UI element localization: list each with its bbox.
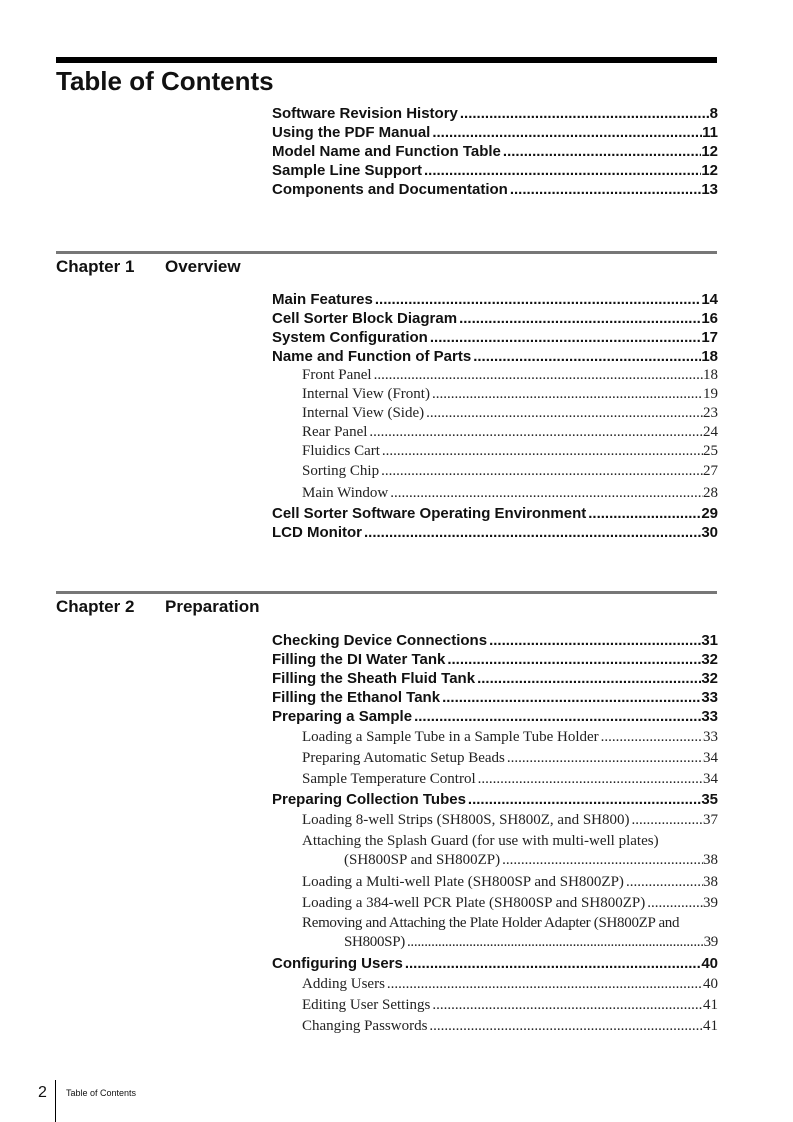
toc-chapter-1 <box>272 290 718 542</box>
leader-dots <box>412 707 701 726</box>
toc-entry-title-line1: Removing and Attaching the Plate Holder Adapter (SH800ZP and <box>302 915 680 931</box>
leader-dots <box>586 504 701 523</box>
toc-entry-page: 35 <box>701 791 718 808</box>
toc-entry-title: Cell Sorter Software Operating Environment <box>272 505 587 522</box>
toc-entry[interactable] <box>272 523 718 542</box>
toc-entry-page: 19 <box>703 386 718 402</box>
toc-front-matter <box>272 104 718 199</box>
toc-entry-title: Filling the Ethanol Tank <box>272 689 441 706</box>
leader-dots <box>362 523 701 542</box>
leader-dots <box>624 872 703 893</box>
chapter-rule <box>56 591 717 594</box>
toc-entry-page: 27 <box>703 463 718 479</box>
leader-dots <box>501 142 701 161</box>
leader-dots <box>458 104 710 123</box>
chapter-name: Overview <box>165 257 241 276</box>
toc-subentry[interactable] <box>302 893 718 914</box>
toc-entry-page: 11 <box>702 124 718 141</box>
toc-subentry[interactable] <box>302 995 718 1016</box>
toc-entry-title: Configuring Users <box>272 955 403 972</box>
toc-subentry[interactable] <box>302 748 718 769</box>
toc-entry-title: Name and Function of Parts <box>272 348 472 365</box>
toc-entry-page: 32 <box>701 651 718 668</box>
toc-entry-title: Loading a Multi-well Plate (SH800SP and SH800ZP) <box>302 874 624 890</box>
toc-entry-title: Components and Documentation <box>272 181 508 198</box>
top-rule <box>56 57 717 63</box>
toc-entry-page: 12 <box>701 143 718 160</box>
toc-entry-title: Main Features <box>272 291 373 308</box>
leader-dots <box>372 366 703 385</box>
toc-entry-title: Changing Passwords <box>302 1018 428 1034</box>
toc-entry-page: 39 <box>703 895 718 911</box>
toc-entry-title: Editing User Settings <box>302 997 431 1013</box>
toc-entry-title: Front Panel <box>302 367 372 383</box>
toc-entry-page: 40 <box>701 955 718 972</box>
leader-dots <box>388 482 703 504</box>
toc-entry[interactable] <box>272 707 718 726</box>
toc-entry-title: Model Name and Function Table <box>272 143 501 160</box>
leader-dots <box>645 893 703 914</box>
leader-dots <box>445 650 701 669</box>
leader-dots <box>630 809 704 832</box>
toc-entry-page: 31 <box>701 632 718 649</box>
toc-chapter-2 <box>272 631 718 1037</box>
toc-subentry[interactable] <box>302 769 718 790</box>
toc-entry-title: Software Revision History <box>272 105 458 122</box>
chapter-heading <box>56 256 241 278</box>
toc-entry[interactable] <box>272 669 718 688</box>
leader-dots <box>424 404 703 423</box>
toc-entry-title: Main Window <box>302 485 389 501</box>
toc-entry[interactable] <box>272 650 718 669</box>
leader-dots <box>599 726 703 748</box>
toc-entry-page: 25 <box>703 443 718 459</box>
page-title: Table of Contents <box>56 66 274 96</box>
toc-entry-page: 38 <box>703 874 718 890</box>
leader-dots <box>430 385 703 404</box>
toc-entry-title: Adding Users <box>302 976 385 992</box>
toc-entry-title: Fluidics Cart <box>302 443 380 459</box>
leader-dots <box>430 123 702 142</box>
toc-entry-title-line2: SH800SP) <box>344 934 405 950</box>
toc-entry-page: 18 <box>701 348 718 365</box>
toc-entry-title: Internal View (Front) <box>302 386 430 402</box>
leader-dots <box>505 748 703 769</box>
leader-dots <box>385 973 703 995</box>
leader-dots <box>430 995 703 1016</box>
footer-page-number: 2 <box>38 1084 47 1101</box>
toc-entry-page: 34 <box>703 771 718 787</box>
toc-entry-title: Checking Device Connections <box>272 632 488 649</box>
chapter-number: Chapter 1 <box>56 257 135 276</box>
leader-dots <box>500 851 703 870</box>
leader-dots <box>476 769 703 790</box>
toc-entry-page: 13 <box>701 181 718 198</box>
toc-entry[interactable] <box>272 123 718 142</box>
leader-dots <box>457 309 701 328</box>
toc-entry[interactable] <box>272 104 718 123</box>
toc-entry-page: 18 <box>703 367 718 383</box>
toc-subentry[interactable] <box>302 973 718 995</box>
toc-entry[interactable] <box>272 954 718 973</box>
toc-entry-page: 40 <box>703 976 718 992</box>
leader-dots <box>380 442 703 461</box>
leader-dots <box>427 1016 703 1037</box>
toc-entry-title: System Configuration <box>272 329 428 346</box>
toc-entry-title: Loading a Sample Tube in a Sample Tube Holder <box>302 729 599 745</box>
toc-subentry[interactable] <box>302 1016 718 1037</box>
leader-dots <box>403 954 701 973</box>
leader-dots <box>487 631 701 650</box>
toc-entry-page: 12 <box>701 162 718 179</box>
toc-entry-title: Using the PDF Manual <box>272 124 431 141</box>
toc-entry-page: 29 <box>701 505 718 522</box>
toc-entry-page: 34 <box>703 750 718 766</box>
toc-entry-page: 14 <box>701 291 718 308</box>
toc-entry-page: 33 <box>701 689 718 706</box>
footer-divider <box>55 1080 56 1122</box>
toc-entry-title: LCD Monitor <box>272 524 362 541</box>
toc-entry[interactable] <box>272 688 718 707</box>
toc-entry-page: 33 <box>703 729 718 745</box>
toc-subentry[interactable] <box>302 385 718 404</box>
toc-entry[interactable] <box>272 161 718 180</box>
toc-subentry[interactable] <box>302 461 718 482</box>
toc-entry[interactable] <box>272 180 718 199</box>
toc-entry[interactable] <box>272 290 718 309</box>
toc-subentry[interactable] <box>302 423 718 442</box>
leader-dots <box>475 669 701 688</box>
leader-dots <box>508 180 701 199</box>
toc-entry-page: 38 <box>703 852 718 868</box>
toc-entry-title: Sorting Chip <box>302 463 380 479</box>
toc-subentry[interactable] <box>302 482 718 504</box>
toc-entry-title: Loading a 384-well PCR Plate (SH800SP and SH800ZP) <box>302 895 646 911</box>
chapter-number: Chapter 2 <box>56 597 135 616</box>
toc-entry-title: Preparing Automatic Setup Beads <box>302 750 505 766</box>
chapter-heading <box>56 596 259 618</box>
toc-entry-page: 37 <box>703 812 718 828</box>
toc-entry-title: Loading 8-well Strips (SH800S, SH800Z, and SH800) <box>302 812 630 828</box>
toc-entry-page: 39 <box>703 934 718 950</box>
toc-entry-page: 30 <box>701 524 718 541</box>
leader-dots <box>379 461 703 482</box>
toc-entry-title-line2: (SH800SP and SH800ZP) <box>344 852 501 868</box>
leader-dots <box>428 328 701 347</box>
toc-entry[interactable] <box>272 631 718 650</box>
toc-entry-title: Sample Line Support <box>272 162 423 179</box>
chapter-name: Preparation <box>165 597 260 616</box>
leader-dots <box>422 161 701 180</box>
leader-dots <box>440 688 701 707</box>
toc-entry-title: Preparing a Sample <box>272 708 413 725</box>
chapter-rule <box>56 251 717 254</box>
toc-entry-title-line1: Attaching the Splash Guard (for use with multi-well plates) <box>302 833 659 849</box>
leader-dots <box>373 290 701 309</box>
toc-entry-title: Internal View (Side) <box>302 405 425 421</box>
toc-entry[interactable] <box>272 328 718 347</box>
toc-entry-page: 41 <box>703 1018 718 1034</box>
toc-entry-page: 17 <box>701 329 718 346</box>
toc-entry-page: 32 <box>701 670 718 687</box>
toc-entry-page: 16 <box>701 310 718 327</box>
toc-entry-title: Filling the DI Water Tank <box>272 651 446 668</box>
toc-entry[interactable] <box>272 504 718 523</box>
toc-entry[interactable] <box>272 347 718 366</box>
toc-entry-page: 33 <box>701 708 718 725</box>
toc-subentry[interactable] <box>302 404 718 423</box>
toc-entry-title: Cell Sorter Block Diagram <box>272 310 458 327</box>
leader-dots <box>466 790 701 809</box>
toc-subentry[interactable] <box>302 914 718 952</box>
toc-entry-title: Filling the Sheath Fluid Tank <box>272 670 476 687</box>
toc-entry[interactable] <box>272 309 718 328</box>
toc-entry[interactable] <box>272 142 718 161</box>
toc-entry-page: 41 <box>703 997 718 1013</box>
toc-entry-page: 23 <box>703 405 718 421</box>
footer-label: Table of Contents <box>66 1088 137 1098</box>
toc-subentry[interactable] <box>302 809 718 832</box>
leader-dots <box>471 347 701 366</box>
toc-subentry[interactable] <box>302 726 718 748</box>
toc-subentry[interactable] <box>302 832 718 870</box>
leader-dots <box>405 933 704 952</box>
toc-entry-title: Sample Temperature Control <box>302 771 476 787</box>
toc-subentry[interactable] <box>302 366 718 385</box>
toc-entry[interactable] <box>272 790 718 809</box>
toc-subentry[interactable] <box>302 442 718 461</box>
toc-entry-title: Preparing Collection Tubes <box>272 791 466 808</box>
toc-entry-page: 24 <box>703 424 718 440</box>
toc-entry-title: Rear Panel <box>302 424 368 440</box>
leader-dots <box>367 423 703 442</box>
toc-subentry[interactable] <box>302 872 718 893</box>
toc-entry-page: 28 <box>703 485 718 501</box>
toc-entry-page: 8 <box>709 105 718 122</box>
